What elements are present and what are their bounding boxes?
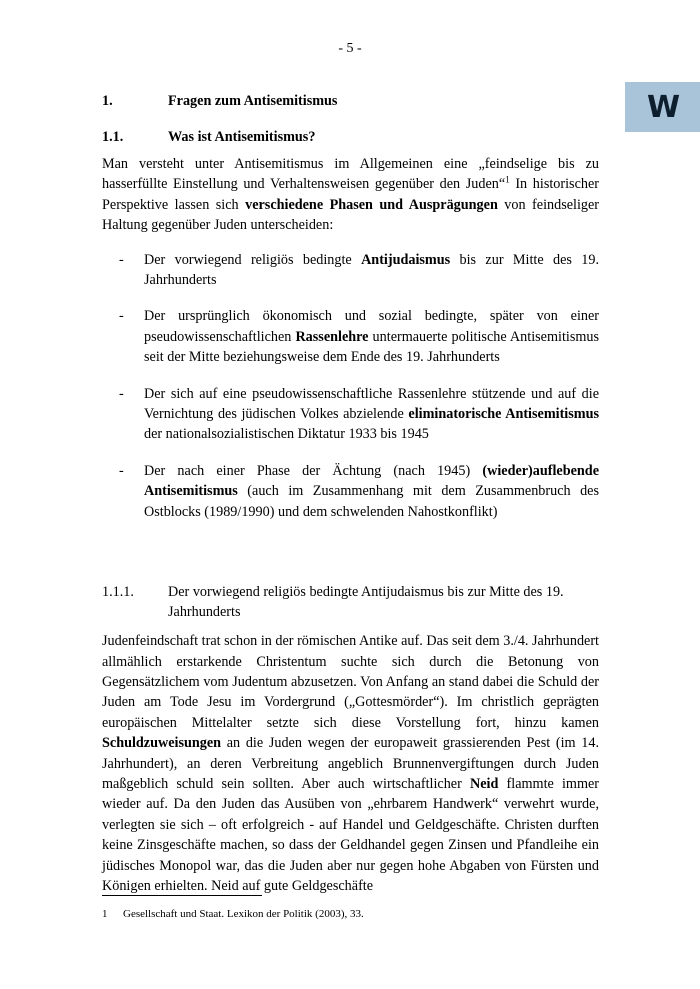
subheading-title: Der vorwiegend religiös bedingte Antijudaismus bis zur Mitte des 19. Jahrhunderts: [168, 584, 564, 621]
document-body: [102, 93, 599, 896]
phases-list: [102, 250, 599, 522]
footnote-ref: 1: [505, 174, 510, 185]
footnote-text: Gesellschaft und Staat. Lexikon der Politik (2003), 33.: [123, 908, 364, 920]
logo-letter: W: [646, 89, 679, 125]
intro-bold: verschiedene Phasen und Ausprägungen: [245, 196, 498, 213]
list-dash: -: [119, 462, 124, 479]
list-item: [102, 384, 599, 445]
list-text: Der ursprünglich ökonomisch und sozial bedingte, später von einer pseudowissenschaftlichen: [144, 308, 599, 345]
list-item: [102, 306, 599, 367]
list-bold: Rassenlehre: [295, 328, 369, 345]
body-text-1: Judenfeindschaft trat schon in der römischen Antike auf. Das seit dem 3./4. Jahrhundert allmählich erstarkende Christentum suchte sich durch die Betonung von Gegensätzlichem vom Judentum abzusetzen. Von Anfang an stand dabei die Schuld der Juden am Tode Jesu im Vordergrund („Gottesmörder“). Im christlich geprägten europäischen Mittelalter setzte sich diese Vorstellung fort, hinzu kamen: [102, 633, 599, 731]
list-item-text: [144, 461, 599, 522]
list-dash: -: [119, 251, 124, 268]
list-dash: -: [119, 385, 124, 402]
list-item-text: [144, 306, 599, 367]
list-text: Der sich auf eine pseudowissenschaftliche Rassenlehre stützende und auf die Vernichtung des jüdischen Volkes abzielende: [144, 385, 599, 423]
body-text-3: flammte immer wieder auf. Da den Juden das Ausüben von „ehrbarem Handwerk“ verwehrt wurde, verlegten sie sich – oft erfolgreich - auf Handel und Geldgeschäfte. Christen durften keine Zinsgeschäfte machen, so dass der Geldhandel gegen Zinsen und Pfandleihe ein jüdisches Monopol war, das die Juden aber nur gegen hohe Abgaben von Fürsten und Königen erhielten. Neid auf gute Geldgeschäfte: [102, 775, 600, 894]
footnote-divider: [102, 895, 262, 896]
list-item-text: [144, 384, 599, 445]
heading-1-title: Fragen zum Antisemitismus: [168, 93, 338, 109]
heading-1-1: [102, 129, 599, 146]
list-bold: Antijudaismus: [361, 251, 451, 268]
heading-1-number: 1.: [102, 93, 113, 109]
list-text: bis zur Mitte des 19. Jahrhunderts: [144, 251, 599, 289]
intro-text-1: Man versteht unter Antisemitismus im Allgemeinen eine „feindselige bis zu hasserfüllte Einstellung und Verhaltensweisen gegenüber den Juden“: [102, 156, 599, 193]
subheading-1-1-1: [102, 582, 599, 622]
list-item-text: [144, 250, 599, 291]
list-bold: eliminatorische Antisemitismus: [408, 406, 599, 423]
subheading-number: 1.1.1.: [102, 584, 134, 601]
intro-paragraph: [102, 154, 599, 236]
heading-1-1-title: Was ist Antisemitismus?: [168, 129, 316, 145]
list-text: Der vorwiegend religiös bedingte: [144, 251, 362, 268]
intro-text-3: von feindseliger Haltung gegenüber Juden unterscheiden:: [102, 196, 600, 234]
logo: [625, 82, 700, 132]
intro-text-2: In historischer Perspektive lassen sich: [102, 176, 599, 213]
list-bold: (wieder)auflebende Antisemitismus: [144, 462, 599, 500]
heading-1-1-number: 1.1.: [102, 129, 124, 145]
body-text-2: an die Juden wegen der europaweit grassierenden Pest (im 14. Jahrhundert), an deren Verbreitung angeblich Brunnenvergiftungen durch Juden maßgeblich schuld sein sollten. Aber auch wirtschaftlicher: [102, 735, 599, 792]
list-item: [102, 250, 599, 291]
list-text: der nationalsozialistischen Diktatur 1933 bis 1945: [144, 426, 429, 443]
list-text: untermauerte politische Antisemitismus seit der Mitte beziehungsweise dem Ende des 19. Jahrhunderts: [144, 328, 599, 366]
footnote-number: 1: [102, 908, 108, 920]
body-bold-2: Neid: [470, 775, 499, 792]
list-item: [102, 461, 599, 522]
list-dash: -: [119, 308, 124, 325]
list-text: (auch im Zusammenhang mit dem Zusammenbruch des Ostblocks (1989/1990) und dem schwelenden Nahostkonflikt): [144, 483, 599, 520]
list-text: Der nach einer Phase der Ächtung (nach 1945): [144, 462, 483, 479]
footnote: [102, 908, 364, 920]
page-number: - 5 -: [338, 41, 362, 56]
heading-1: [102, 93, 599, 110]
body-paragraph: [102, 631, 599, 896]
body-bold-1: Schuldzuweisungen: [102, 735, 222, 752]
